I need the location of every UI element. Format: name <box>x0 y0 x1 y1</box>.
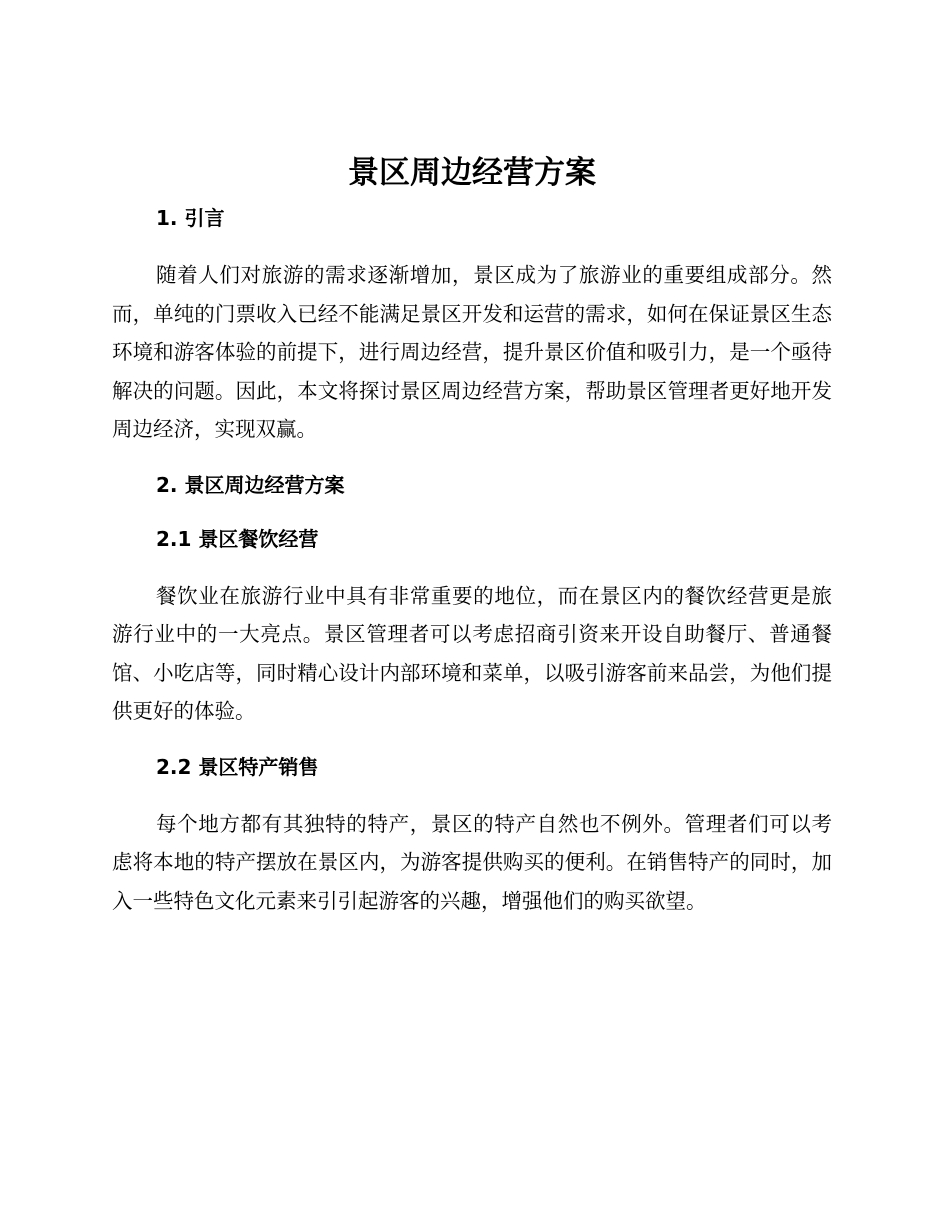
subsection-heading-specialty: 2.2 景区特产销售 <box>156 754 319 779</box>
subsection-heading-dining: 2.1 景区餐饮经营 <box>156 526 319 551</box>
document-title: 景区周边经营方案 <box>348 155 596 191</box>
subsection-paragraph-dining: 餐饮业在旅游行业中具有非常重要的地位，而在景区内的餐饮经营更是旅游行业中的一大亮点。景区管理者可以考虑招商引资来开设自助餐厅、普通餐馆、小吃店等，同时精心设计内部环境和菜单，以吸引游客前来品尝，为他们提供更好的体验。 <box>112 583 832 723</box>
section-paragraph-introduction: 随着人们对旅游的需求逐渐增加，景区成为了旅游业的重要组成部分。然而，单纯的门票收入已经不能满足景区开发和运营的需求，如何在保证景区生态环境和游客体验的前提下，进行周边经营，提升景区价值和吸引力，是一个亟待解决的问题。因此，本文将探讨景区周边经营方案，帮助景区管理者更好地开发周边经济，实现双赢。 <box>112 263 832 441</box>
document-body <box>112 148 832 940</box>
subsection-paragraph-specialty: 每个地方都有其独特的特产，景区的特产自然也不例外。管理者们可以考虑将本地的特产摆放在景区内，为游客提供购买的便利。在销售特产的同时，加入一些特色文化元素来引引起游客的兴趣，增强他们的购买欲望。 <box>112 811 832 913</box>
section-heading-introduction: 1. 引言 <box>156 206 225 230</box>
section-heading-plan: 2. 景区周边经营方案 <box>156 472 345 497</box>
